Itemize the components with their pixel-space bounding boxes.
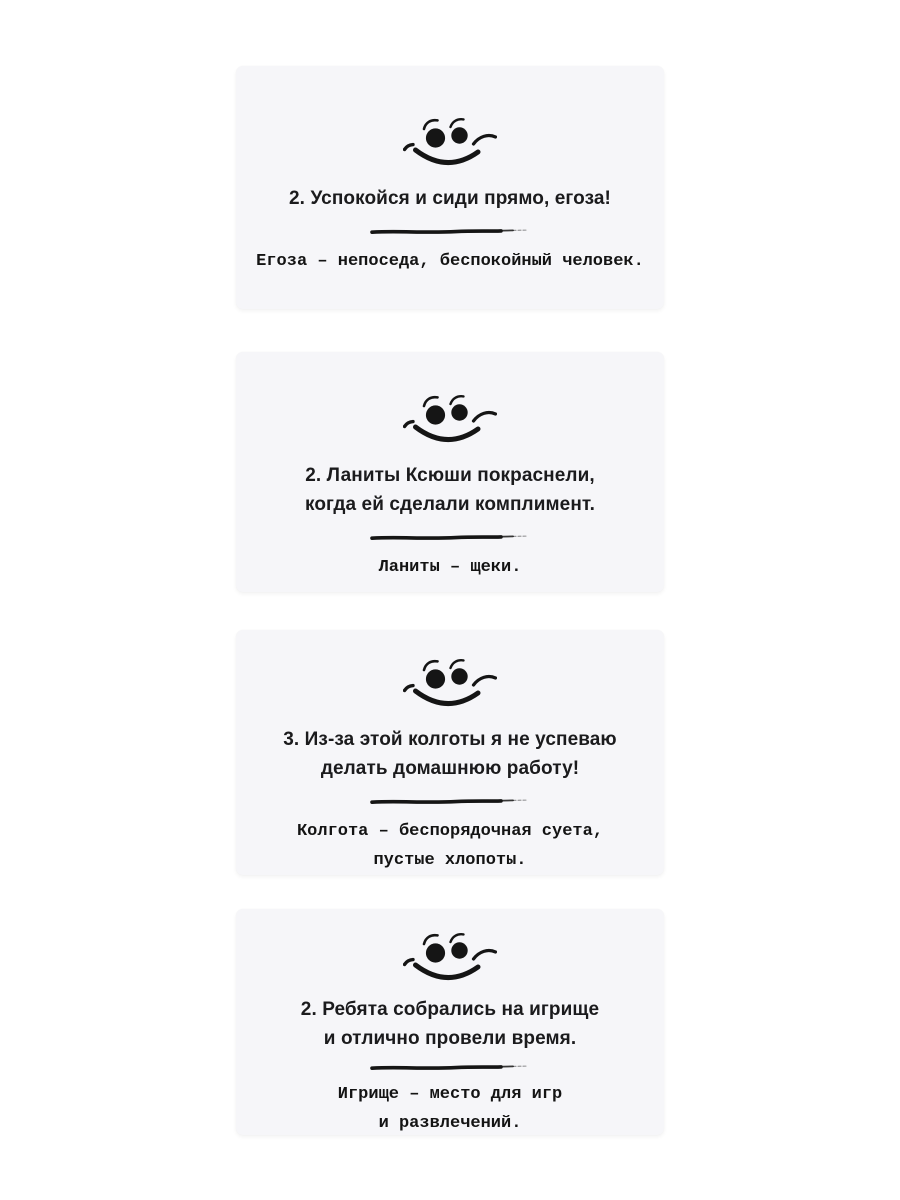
sentence-line: 2. Ланиты Ксюши покраснели, xyxy=(305,465,595,486)
word-card-lanity xyxy=(236,352,664,592)
brush-divider xyxy=(370,796,530,806)
example-sentence xyxy=(248,725,652,783)
brush-divider xyxy=(370,1062,530,1072)
word-definition xyxy=(248,247,652,276)
definition-line: и развлечений. xyxy=(378,1114,522,1133)
word-definition xyxy=(248,553,652,582)
brush-divider xyxy=(370,532,530,542)
definition-line: Колгота – беспорядочная суета, xyxy=(296,822,604,841)
example-sentence xyxy=(248,995,652,1053)
example-sentence xyxy=(248,461,652,519)
brush-divider xyxy=(370,226,530,236)
definition-line: Ланиты – щеки. xyxy=(378,558,522,577)
sentence-line: делать домашнюю работу! xyxy=(320,758,580,779)
definition-line: Егоза – непоседа, беспокойный человек. xyxy=(256,252,644,271)
word-definition xyxy=(248,1080,652,1138)
card-stack xyxy=(236,0,664,1135)
smiley-face-icon xyxy=(403,393,497,451)
sentence-line: 2. Успокойся и сиди прямо, егоза! xyxy=(289,188,611,209)
smiley-face-icon xyxy=(403,116,497,174)
sentence-line: 2. Ребята собрались на игрище xyxy=(300,999,600,1020)
word-card-igrishche xyxy=(236,909,664,1135)
word-card-kolgota xyxy=(236,630,664,875)
sentence-line: когда ей сделали комплимент. xyxy=(304,494,596,515)
word-card-egoza xyxy=(236,66,664,309)
definition-line: Игрище – место для игр xyxy=(337,1085,563,1104)
smiley-face-icon xyxy=(403,931,497,989)
example-sentence xyxy=(248,184,652,213)
sentence-line: и отлично провели время. xyxy=(323,1028,577,1049)
definition-line: пустые хлопоты. xyxy=(373,851,527,870)
smiley-face-icon xyxy=(403,657,497,715)
sentence-line: 3. Из-за этой колготы я не успеваю xyxy=(283,729,617,750)
word-definition xyxy=(248,817,652,875)
